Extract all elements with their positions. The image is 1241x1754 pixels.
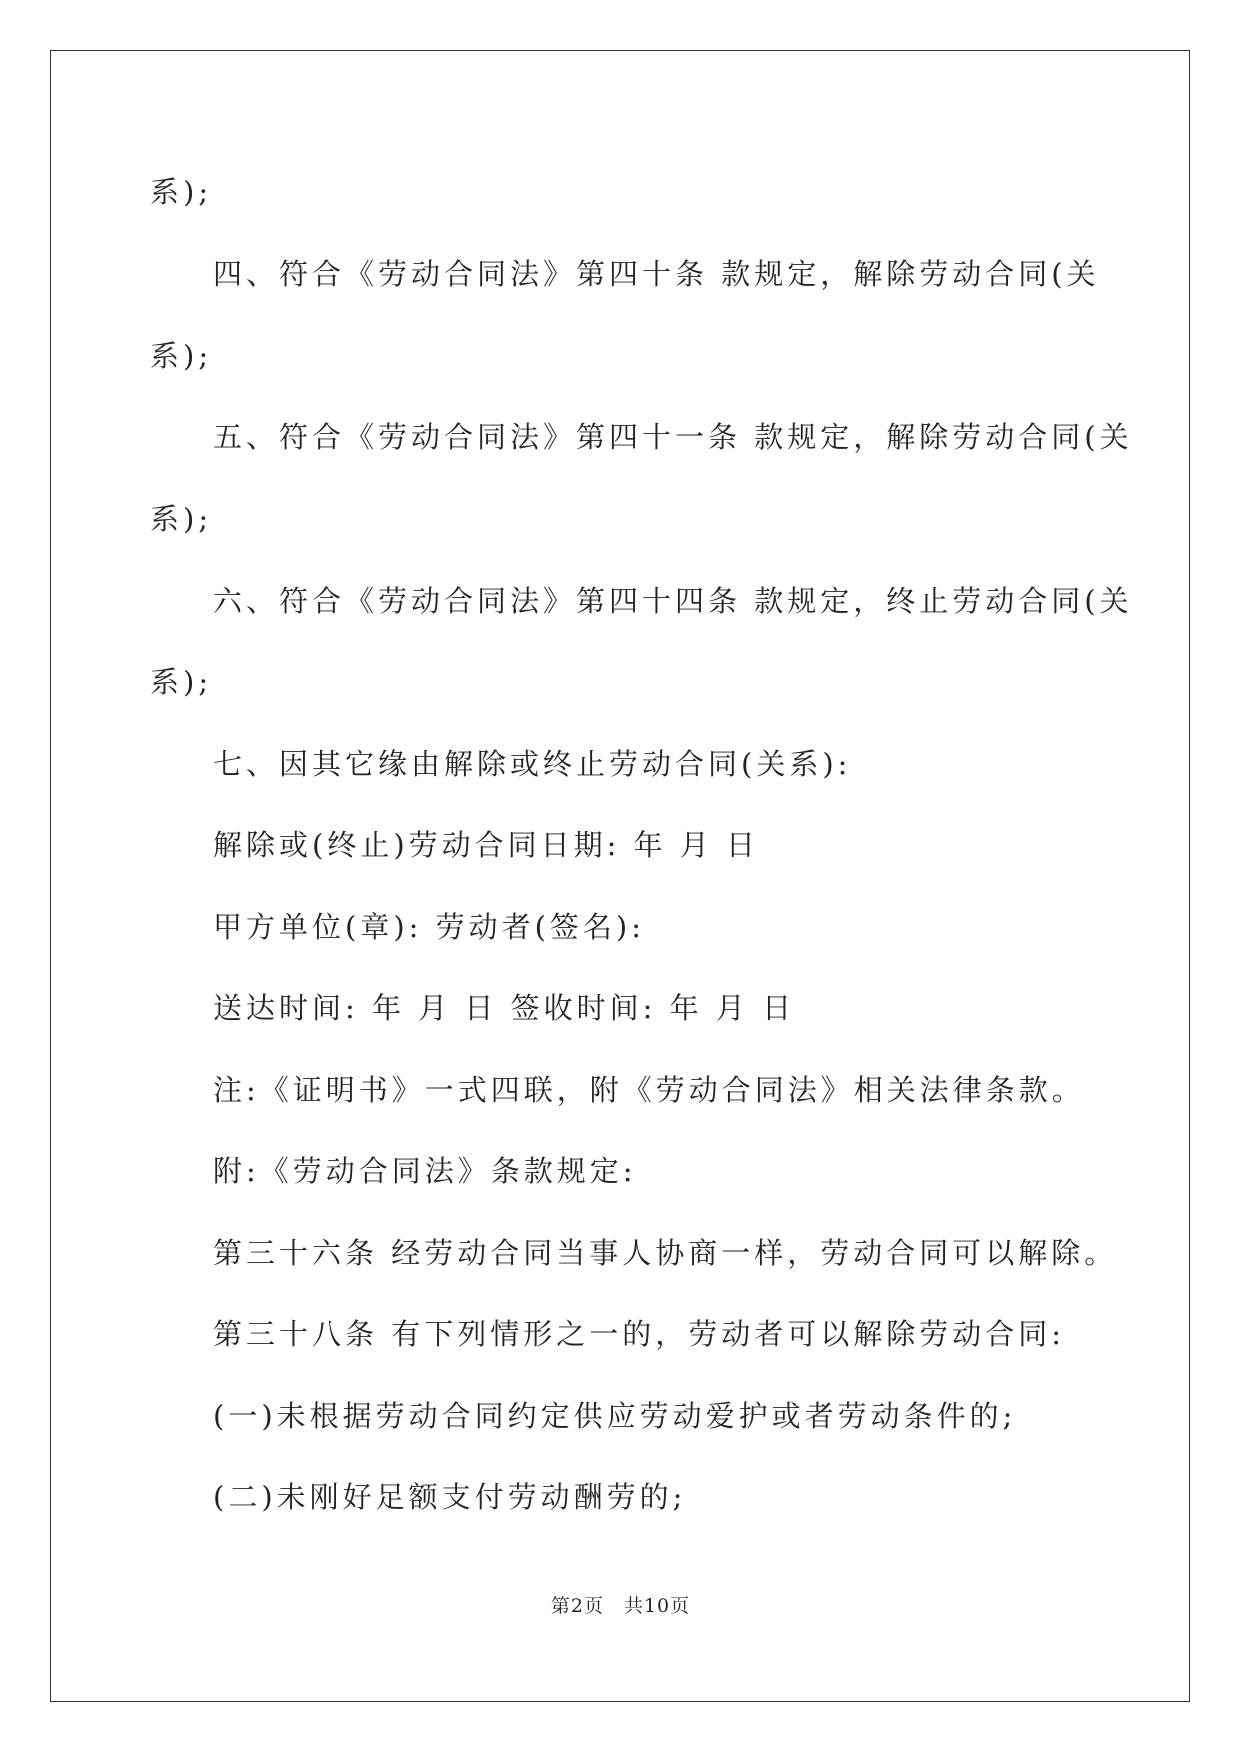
text-line: 系); — [150, 502, 213, 536]
text-line: (一)未根据劳动合同约定供应劳动爱护或者劳动条件的; — [213, 1399, 1017, 1433]
text-line: 六、符合《劳动合同法》第四十四条 款规定，终止劳动合同(关 — [213, 584, 1133, 618]
text-line: 五、符合《劳动合同法》第四十一条 款规定，解除劳动合同(关 — [213, 420, 1133, 454]
text-line: (二)未刚好足额支付劳动酬劳的; — [213, 1480, 687, 1514]
text-line: 甲方单位(章): 劳动者(签名): — [213, 910, 646, 944]
text-line: 送达时间: 年 月 日 签收时间: 年 月 日 — [213, 991, 796, 1025]
text-line: 附:《劳动合同法》条款规定: — [213, 1154, 637, 1188]
text-line: 第三十六条 经劳动合同当事人协商一样，劳动合同可以解除。 — [213, 1236, 1118, 1270]
page-border — [50, 50, 1190, 1702]
text-line: 第三十八条 有下列情形之一的，劳动者可以解除劳动合同: — [213, 1317, 1065, 1351]
text-line: 系); — [150, 175, 213, 209]
text-line: 四、符合《劳动合同法》第四十条 款规定，解除劳动合同(关 — [213, 257, 1100, 291]
text-line: 系); — [150, 339, 213, 373]
text-line: 注:《证明书》一式四联，附《劳动合同法》相关法律条款。 — [213, 1073, 1085, 1107]
text-line: 七、因其它缘由解除或终止劳动合同(关系): — [213, 747, 852, 781]
page-number-footer: 第2页 共10页 — [550, 1595, 691, 1617]
text-line: 系); — [150, 665, 213, 699]
text-line: 解除或(终止)劳动合同日期: 年 月 日 — [213, 828, 760, 862]
